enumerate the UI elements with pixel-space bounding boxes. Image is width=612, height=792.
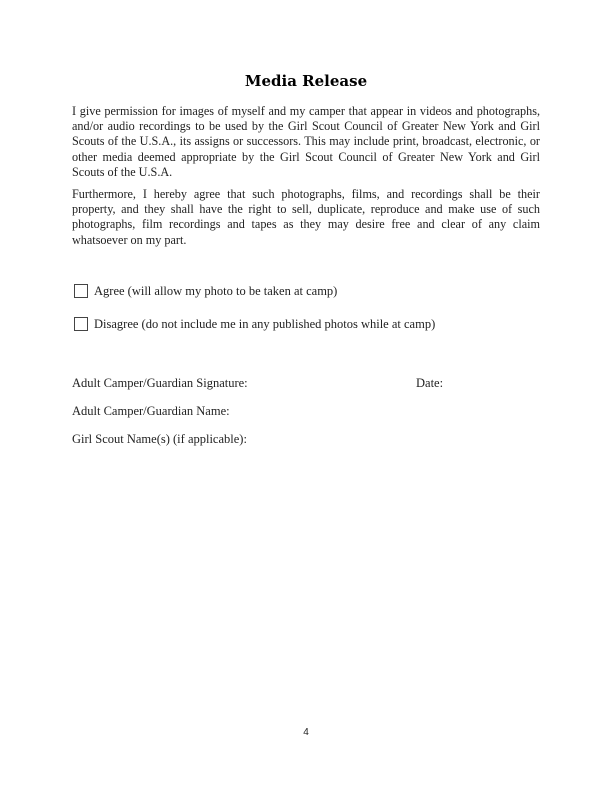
rights-paragraph: Furthermore, I hereby agree that such photographs, films, and recordings shall be their property, and they shall have the right to sell, duplicate, reproduce and make use of such photographs, film recordings and tapes as they may desire free and clear of any claim whatsoever on my part. <box>72 187 540 247</box>
guardian-name-label: Adult Camper/Guardian Name: <box>72 404 230 418</box>
girl-scout-name-label: Girl Scout Name(s) (if applicable): <box>72 432 247 446</box>
agree-checkbox[interactable] <box>74 284 88 298</box>
agree-label: Agree (will allow my photo to be taken at camp) <box>94 283 338 298</box>
date-label: Date: <box>416 376 444 390</box>
agree-option[interactable] <box>74 282 337 300</box>
signature-label: Adult Camper/Guardian Signature: <box>72 376 248 390</box>
page-title: Media Release <box>244 72 368 90</box>
permission-paragraph: I give permission for images of myself and my camper that appear in videos and photographs, and/or audio recordings to be used by the Girl Scout Council of Greater New York and Girl Scouts of the U.S.A., its assigns or successors. This may include print, broadcast, electronic, or other media deemed appropriate by the Girl Scout Council of Greater New York and Girl Scouts of the U.S.A. <box>72 104 540 179</box>
disagree-checkbox[interactable] <box>74 317 88 331</box>
disagree-option[interactable] <box>74 315 435 333</box>
disagree-label: Disagree (do not include me in any published photos while at camp) <box>94 316 436 331</box>
page-number: 4 <box>303 727 309 738</box>
